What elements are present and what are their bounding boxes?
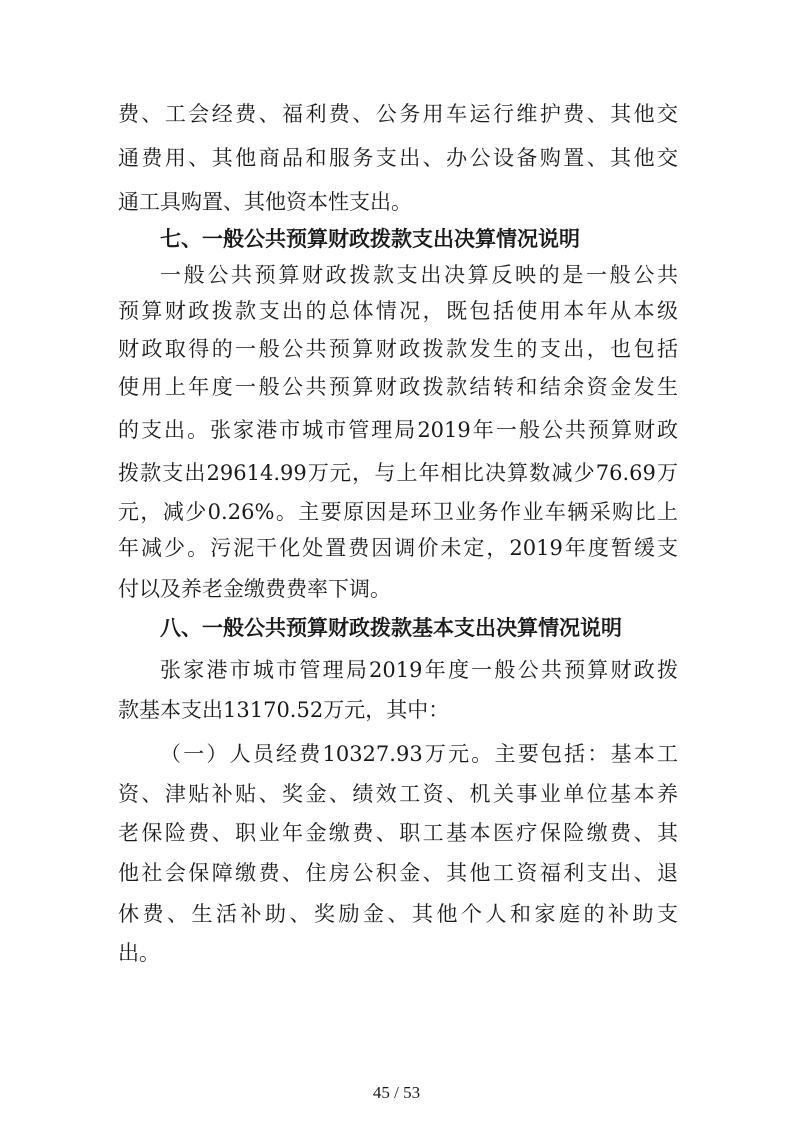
body-line: 出。 (118, 941, 160, 965)
body-line: 费、工会经费、福利费、公务用车运行维护费、其他交 (118, 102, 678, 126)
body-line: 休费、生活补助、奖励金、其他个人和家庭的补助支 (118, 902, 678, 926)
body-line: 年减少。污泥干化处置费因调价未定，2019年度暂缓支 (118, 536, 678, 560)
body-line: 他社会保障缴费、住房公积金、其他工资福利支出、退 (118, 861, 678, 885)
body-line: 老保险费、职业年金缴费、职工基本医疗保险缴费、其 (118, 821, 678, 845)
body-line: 资、津贴补贴、奖金、绩效工资、机关事业单位基本养 (118, 782, 678, 806)
body-line: 通费用、其他商品和服务支出、办公设备购置、其他交 (118, 146, 678, 170)
body-line: 款基本支出13170.52万元，其中： (118, 698, 450, 722)
body-line: （一）人员经费10327.93万元。主要包括：基本工 (160, 742, 678, 766)
body-line: 拨款支出29614.99万元，与上年相比决算数减少76.69万 (118, 461, 678, 485)
body-line: 付以及养老金缴费费率下调。 (118, 577, 391, 601)
body-line: 一般公共预算财政拨款支出决算反映的是一般公共 (160, 263, 678, 287)
body-line: 通工具购置、其他资本性支出。 (118, 190, 412, 214)
section-heading-7: 七、一般公共预算财政拨款支出决算情况说明 (160, 227, 580, 251)
body-line: 使用上年度一般公共预算财政拨款结转和结余资金发生 (118, 375, 678, 399)
page-number: 45 / 53 (372, 1083, 421, 1102)
body-line: 的支出。张家港市城市管理局2019年一般公共预算财政 (118, 418, 678, 442)
section-heading-8: 八、一般公共预算财政拨款基本支出决算情况说明 (160, 616, 622, 640)
body-line: 张家港市城市管理局2019年度一般公共预算财政拨 (160, 658, 678, 682)
body-line: 财政取得的一般公共预算财政拨款发生的支出，也包括 (118, 337, 678, 361)
body-line: 元，减少0.26%。主要原因是环卫业务作业车辆采购比上 (118, 500, 678, 524)
body-line: 预算财政拨款支出的总体情况，既包括使用本年从本级 (118, 299, 678, 323)
